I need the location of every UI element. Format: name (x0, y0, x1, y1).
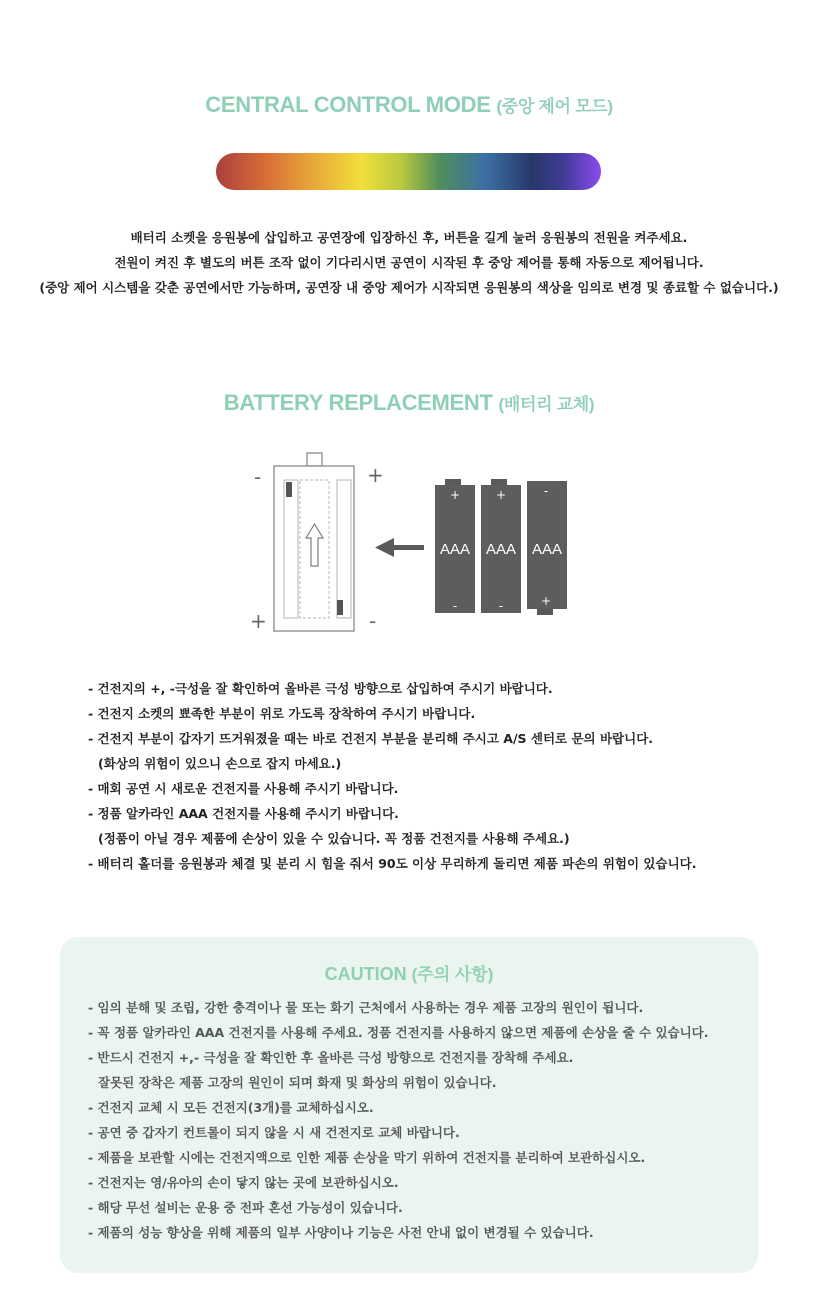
holder-minus-right: - (369, 609, 377, 633)
aaa-battery-2 (481, 479, 521, 613)
battery-1-top-sign: + (449, 488, 461, 502)
central-description (0, 225, 818, 300)
central-title-ko: (중앙 제어 모드) (496, 97, 613, 116)
caution-item: - 반드시 건전지 +,- 극성을 잘 확인한 후 올바른 극성 방향으로 건전지를 장착해 주세요. (88, 1050, 574, 1065)
battery-notes-list (88, 676, 788, 876)
battery-note: - 정품 알카라인 AAA 건전지를 사용해 주시기 바랍니다. (88, 806, 399, 821)
battery-2-label: AAA (485, 541, 517, 558)
caution-list (88, 995, 748, 1245)
battery-note: - 매회 공연 시 새로운 건전지를 사용해 주시기 바랍니다. (88, 781, 399, 796)
battery-3-top-sign: - (543, 484, 549, 498)
caution-item: - 제품을 보관할 시에는 건전지액으로 인한 제품 손상을 막기 위하여 건전지를 분리하여 보관하십시오. (88, 1150, 646, 1165)
caution-title-ko: (주의 사항) (411, 965, 494, 984)
battery-note: - 건전지 부분이 갑자기 뜨거워졌을 때는 바로 건전지 부분을 분리해 주시고 A/S 센터로 문의 바랍니다. (88, 731, 654, 746)
caution-item: - 공연 중 갑자기 컨트롤이 되지 않을 시 새 건전지로 교체 바랍니다. (88, 1125, 460, 1140)
battery-replacement-title (0, 390, 818, 416)
caution-item: 잘못된 장착은 제품 고장의 원인이 되며 화재 및 화상의 위험이 있습니다. (98, 1075, 497, 1090)
central-line: 전원이 켜진 후 별도의 버튼 조작 없이 기다리시면 공연이 시작된 후 중앙 제어를 통해 자동으로 제어됩니다. (114, 255, 704, 270)
central-control-title (0, 92, 818, 118)
battery-title-en: BATTERY REPLACEMENT (223, 390, 493, 415)
battery-1-bottom-sign: - (452, 599, 458, 613)
battery-2-top-sign: + (495, 488, 507, 502)
battery-3-label: AAA (531, 541, 563, 558)
battery-3-bottom-sign: + (540, 594, 552, 608)
battery-note: - 배터리 홀더를 응원봉과 체결 및 분리 시 힘을 줘서 90도 이상 무리하게 돌리면 제품 파손의 위험이 있습니다. (88, 856, 697, 871)
caution-item: - 제품의 성능 향상을 위해 제품의 일부 사양이나 기능은 사전 안내 없이 변경될 수 있습니다. (88, 1225, 594, 1240)
insert-left-arrow-icon (375, 538, 424, 557)
holder-minus-left: - (254, 465, 262, 489)
caution-item: - 임의 분해 및 조립, 강한 충격이나 물 또는 화기 근처에서 사용하는 경우 제품 고장의 원인이 됩니다. (88, 1000, 644, 1015)
caution-item: - 꼭 정품 알카라인 AAA 건전지를 사용해 주세요. 정품 건전지를 사용하지 않으면 제품에 손상을 줄 수 있습니다. (88, 1025, 709, 1040)
color-spectrum-bar (216, 153, 601, 190)
battery-holder (274, 453, 354, 631)
holder-plus-left: + (250, 609, 267, 633)
battery-note: - 건전지 소켓의 뾰족한 부분이 위로 가도록 장착하여 주시기 바랍니다. (88, 706, 476, 721)
central-title-en: CENTRAL CONTROL MODE (205, 92, 491, 117)
battery-note: (화상의 위험이 있으니 손으로 잡지 마세요.) (98, 756, 342, 771)
caution-item: - 건전지는 영/유아의 손이 닿지 않는 곳에 보관하십시오. (88, 1175, 399, 1190)
caution-item: - 건전지 교체 시 모든 건전지(3개)를 교체하십시오. (88, 1100, 374, 1115)
central-line: 배터리 소켓을 응원봉에 삽입하고 공연장에 입장하신 후, 버튼을 길게 눌러 응원봉의 전원을 켜주세요. (130, 230, 688, 245)
aaa-battery-1 (435, 479, 475, 613)
caution-title-en: CAUTION (324, 964, 407, 984)
holder-plus-right: + (367, 463, 384, 487)
battery-note: (정품이 아닐 경우 제품에 손상이 있을 수 있습니다. 꼭 정품 건전지를 사용해 주세요.) (98, 831, 570, 846)
battery-diagram (240, 448, 580, 638)
battery-title-ko: (배터리 교체) (498, 395, 595, 414)
battery-note: - 건전지의 +, -극성을 잘 확인하여 올바른 극성 방향으로 삽입하여 주시기 바랍니다. (88, 681, 553, 696)
caution-title (0, 960, 818, 985)
battery-1-label: AAA (439, 541, 471, 558)
battery-2-bottom-sign: - (498, 599, 504, 613)
aaa-battery-3 (527, 481, 567, 615)
central-line: (중앙 제어 시스템을 갖춘 공연에서만 가능하며, 공연장 내 중앙 제어가 시작되면 응원봉의 색상을 임의로 변경 및 종료할 수 없습니다.) (39, 280, 779, 295)
caution-item: - 해당 무선 설비는 운용 중 전파 혼선 가능성이 있습니다. (88, 1200, 403, 1215)
